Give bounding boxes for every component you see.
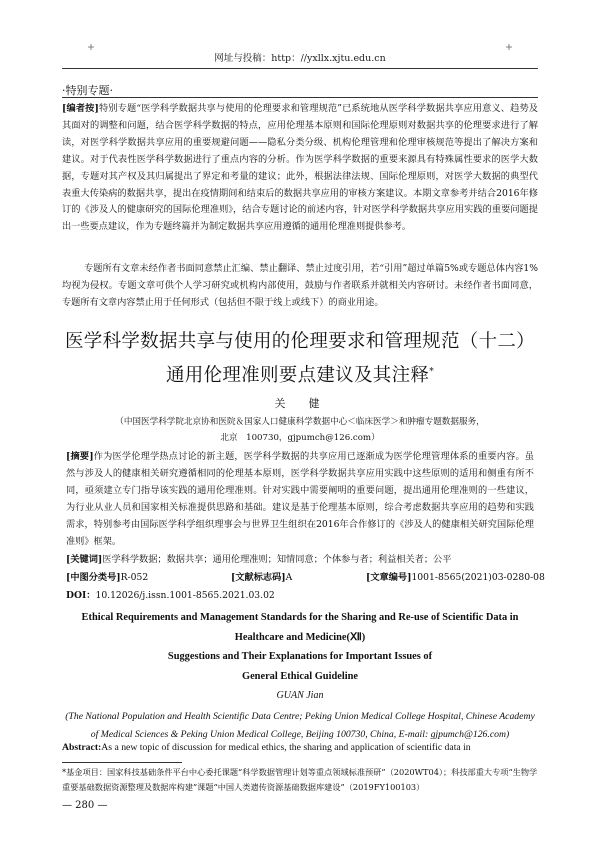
doi-value: 10.12026/j.issn.1001-8565.2021.03.02 bbox=[95, 590, 275, 601]
english-title-line-2: Healthcare and Medicine(Ⅻ) bbox=[234, 631, 366, 643]
english-author: GUAN Jian bbox=[276, 690, 324, 701]
doc-code-label: [文献标志码] bbox=[231, 572, 286, 583]
english-title bbox=[50, 608, 550, 686]
abstract bbox=[66, 449, 534, 550]
article-number-label: [文章编号] bbox=[366, 572, 412, 583]
title-line-1: 医学科学数据共享与使用的伦理要求和管理规范（十二） bbox=[64, 331, 535, 352]
english-subtitle-line-2: General Ethical Guideline bbox=[241, 670, 359, 682]
keywords-label: [关键词] bbox=[66, 554, 103, 565]
editor-note-text: 特别专题“医学科学数据共享与使用的伦理要求和管理规范”已系统地从医学科学数据共享应用意义、趋势及其面对的调整和问题，结合医学科学数据的特点，应用伦理基本原则和国际伦理原则对数据共享的伦理要求进行了解读，对医学科学数据共享应用的重要规避问题——隐私分类分级、机构伦理管理和伦理审核规范等提出了解决方案和建议。对于代表性医学科学数据进行了重点内容的分析。作为医学科学数据的重要来源具有特殊属性要求的医学大数据，专题对其产权及其归属提出了界定和考量的建议；此外，根据法律法规、国际伦理原则，对医学大数据的典型代表重大传染病的数据共享，提出在疫情期间和结束后的数据共享应用的审核方案建议。本期文章参考并结合2016年修订的《涉及人的健康研究的国际伦理准则》，结合专题讨论的前述内容，针对医学科学数据共享应用实践的重要问题提出一些要点建议，作为专题终篇并为制定数据共享应用遵循的通用伦理准则提供参考。 bbox=[62, 103, 538, 233]
abstract-text: 作为医学伦理学热点讨论的新主题，医学科学数据的共享应用已逐渐成为医学伦理管理体系的重要内容。虽然与涉及人的健康相关研究遵循相同的伦理基本原则，医学科学数据共享应用实践中这些原则的适用和侧重有所不同，亟须建立专门指导该实践的通用伦理准则。针对实践中需要阐明的重要问题，提出通用伦理准则的一些建议，为行业从业人员和国家相关标准提供思路和基础。建议是基于伦理基本原则，综合考虑数据共享应用的趋势和实践需求，特别参考由国际医学科学组织理事会与世界卫生组织在2016年合作修订的《涉及人的健康相关研究国际伦理准则》框架。 bbox=[66, 451, 534, 547]
section-label: ·特别专题· bbox=[62, 84, 113, 97]
english-abstract bbox=[62, 742, 538, 753]
title-footnote-marker: * bbox=[429, 367, 434, 377]
author-name: 关 健 bbox=[274, 397, 326, 410]
footnote: *基金项目：国家科技基础条件平台中心委托课题“科学数据管理计划等重点领域标准预研”（2020WT04）；科技部重大专项“生物学重要基础数据资源整理及数据库构建”课题“中国人类遗传资源基础数据库建设”（2019FY100103） bbox=[62, 767, 538, 792]
doi bbox=[66, 587, 275, 601]
english-subtitle-line-1: Suggestions and Their Explanations for Important Issues of bbox=[167, 651, 433, 662]
editor-note-label: [编者按] bbox=[62, 103, 99, 114]
english-title-line-1: Ethical Requirements and Management Standards for the Sharing and Re-use of Scientific Data in bbox=[81, 612, 519, 623]
editor-note bbox=[62, 101, 538, 236]
article-title bbox=[40, 326, 560, 391]
keywords bbox=[66, 551, 534, 565]
keywords-text: 医学科学数据；数据共享；通用伦理准则；知情同意；个体参与者；利益相关者；公平 bbox=[102, 554, 452, 565]
section-divider bbox=[62, 97, 538, 98]
article-number-value: 1001-8565(2021)03-0280-08 bbox=[411, 572, 545, 583]
affiliation-line-1: （中国医学科学院北京协和医院＆国家人口健康科学数据中心＜临床医学＞和肿瘤专题数据服务， bbox=[115, 417, 485, 427]
footnote-divider bbox=[62, 762, 182, 763]
doc-code-value: A bbox=[285, 572, 293, 583]
affiliation bbox=[95, 414, 505, 446]
doi-label: DOI： bbox=[66, 590, 96, 601]
abstract-label: [摘要] bbox=[66, 451, 94, 462]
header-url: 网址与投稿：http：//yxllx.xjtu.edu.cn bbox=[214, 53, 386, 64]
page-number: — 280 — bbox=[62, 800, 108, 811]
clc-label: [中图分类号] bbox=[66, 572, 121, 583]
header-divider bbox=[62, 68, 538, 69]
english-affiliation: (The National Population and Health Scientific Data Centre; Peking Union Medical College Hospital, Chinese Academy of Medical Sciences & Peking Union Medical College, Beijing 100730, China, E-mail: gjpumch@126.com) bbox=[65, 711, 535, 740]
affiliation-line-2: 北京 100730，gjpumch@126.com） bbox=[220, 433, 380, 443]
classification-row bbox=[66, 569, 545, 583]
english-abstract-text: As a new topic of discussion for medical ethics, the sharing and application of scientific data in bbox=[101, 742, 471, 753]
english-abstract-label: Abstract: bbox=[62, 742, 102, 753]
clc-value: R-052 bbox=[120, 572, 149, 583]
title-line-2: 通用伦理准则要点建议及其注释* bbox=[165, 365, 434, 387]
copyright-notice: 专题所有文章未经作者书面同意禁止汇编、禁止翻译、禁止过度引用，若“引用”超过单篇5%或专题总体内容1%均视为侵权。专题文章可供个人学习研究或机构内部使用，鼓励与作者联系并就相关内容研讨。未经作者书面同意，专题所有文章内容禁止用于任何形式（包括但不限于线上或线下）的商业用途。 bbox=[62, 263, 538, 308]
